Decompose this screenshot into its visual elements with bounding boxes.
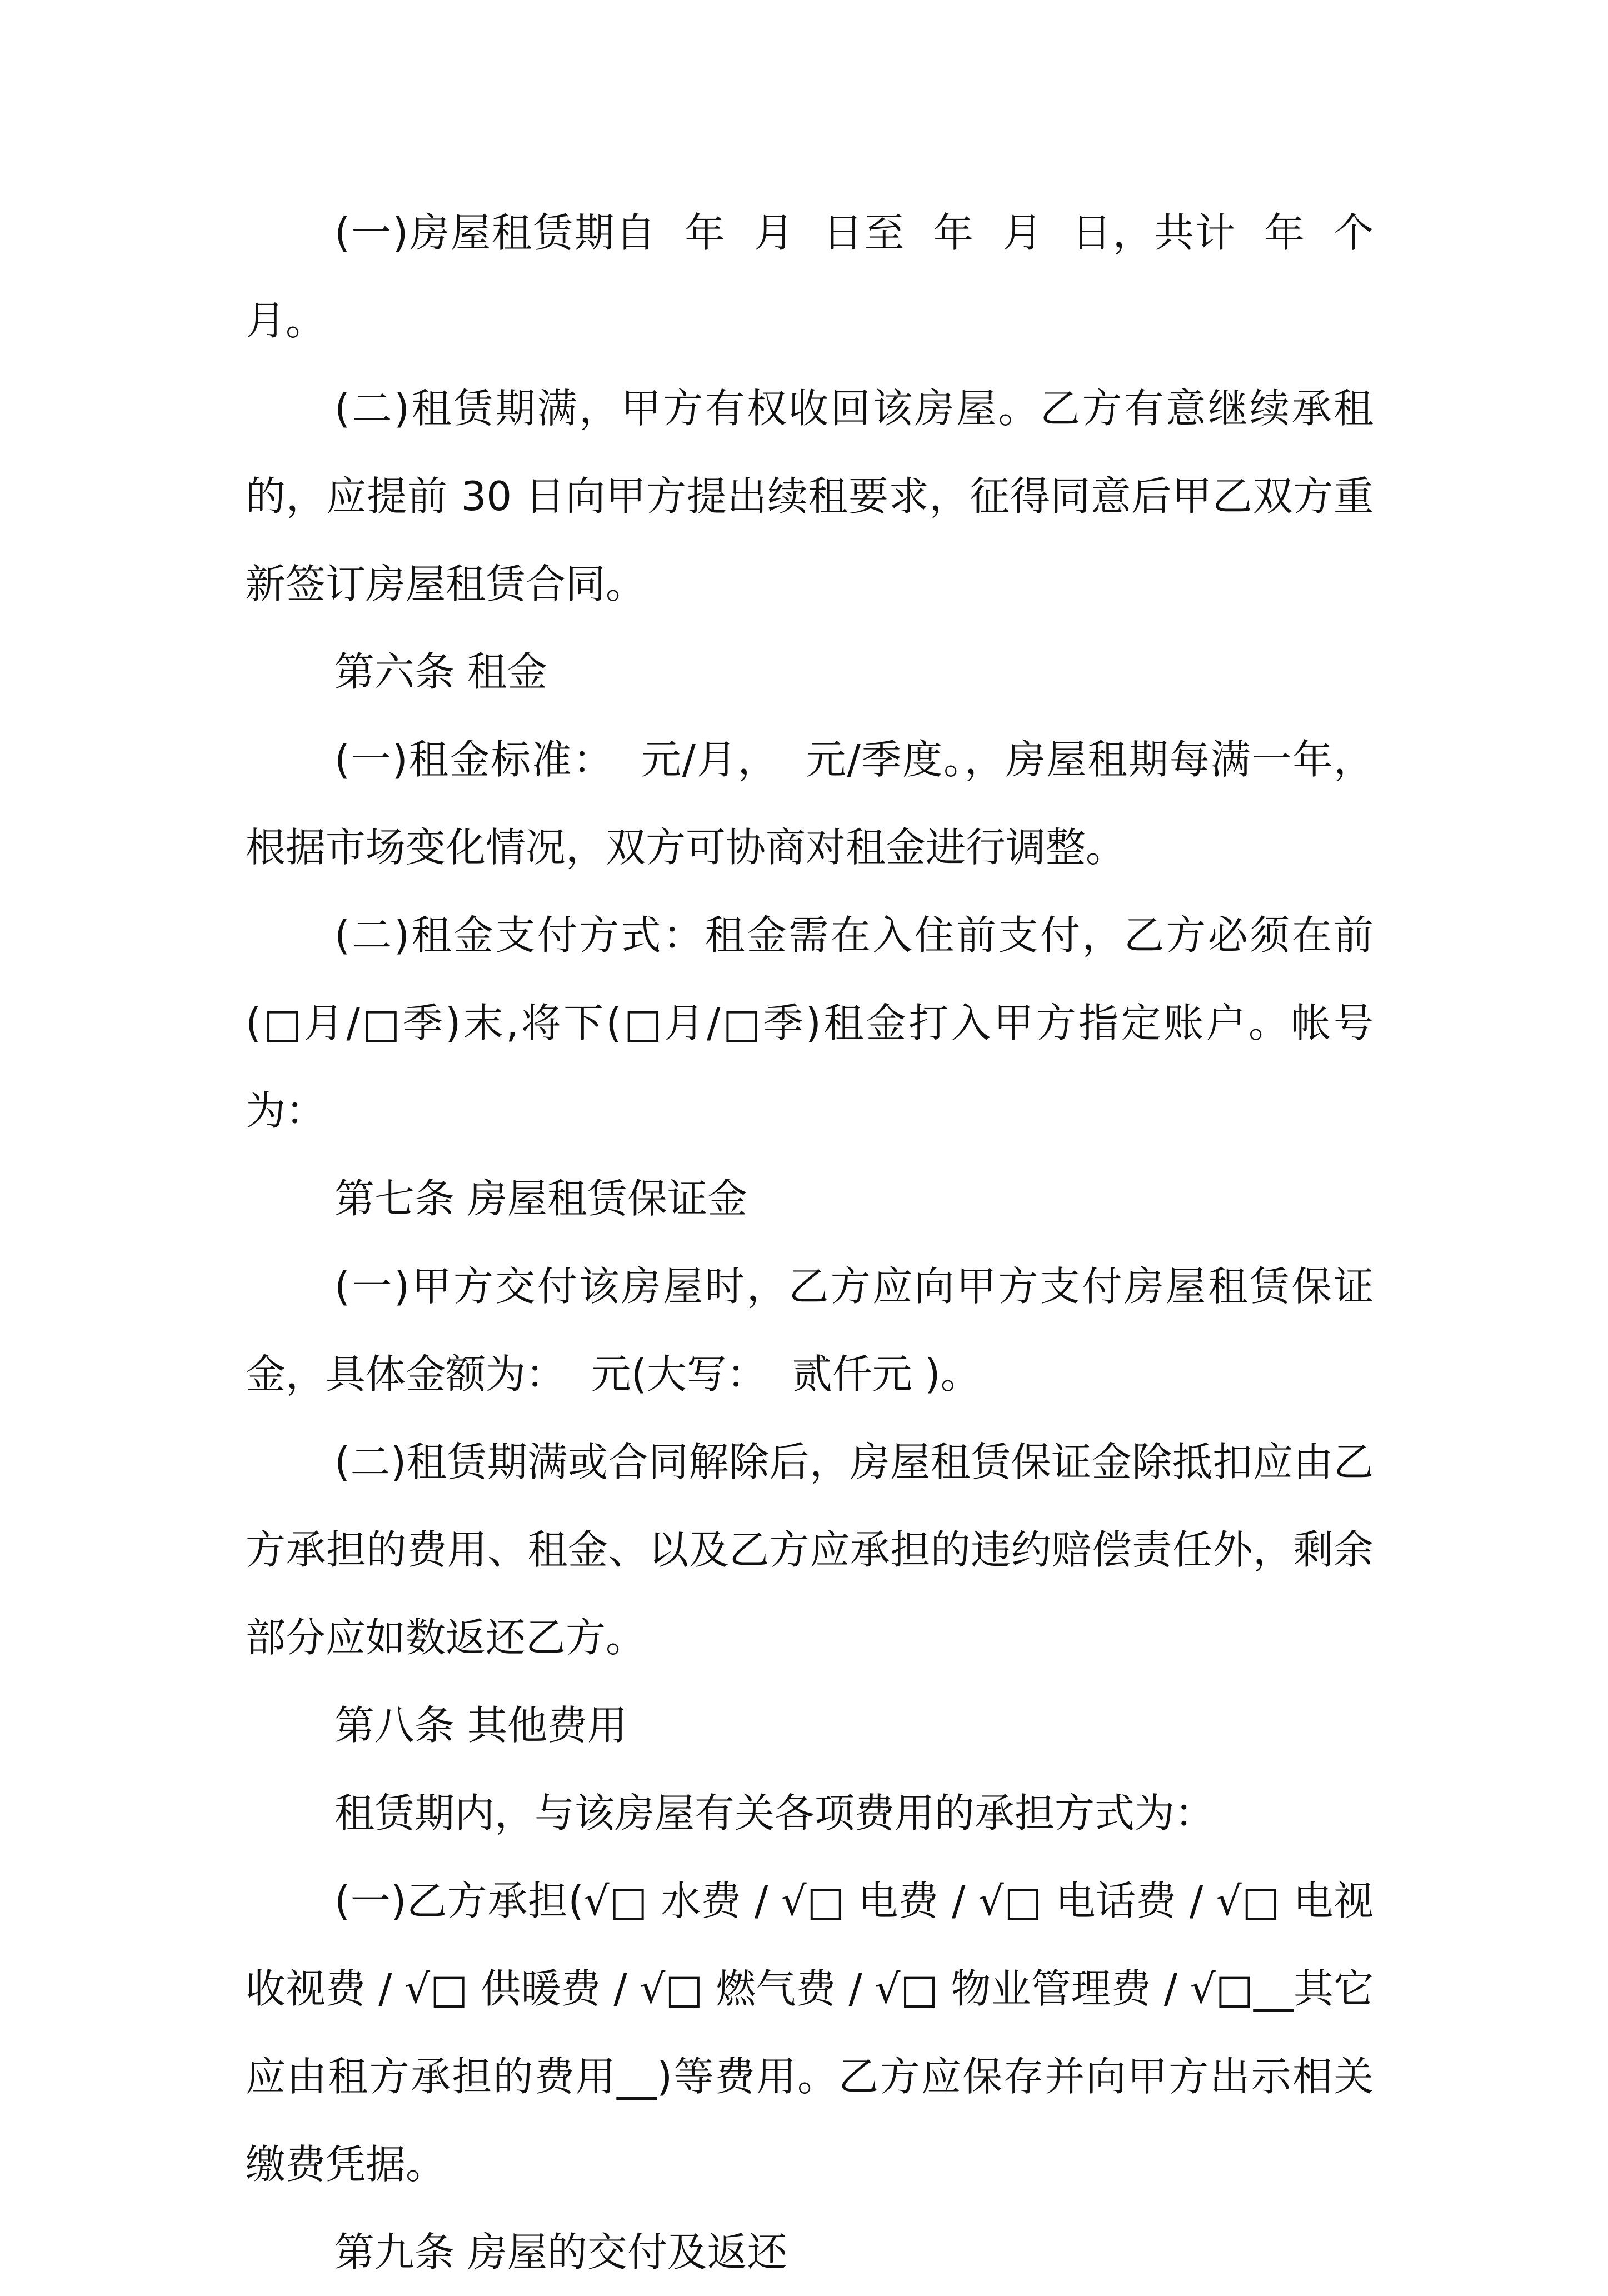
deposit-amount-clause: (一)甲方交付该房屋时，乙方应向甲方支付房屋租赁保证金，具体金额为： 元(大写： 贰仟元 )。 <box>246 1263 1374 1397</box>
article-8-heading: 第八条 其他费用 <box>334 1702 627 1749</box>
rent-payment-clause: (二)租金支付方式：租金需在入住前支付，乙方必须在前(□月/□季)末,将下(□月/□季)租金打入甲方指定账户。帐号为： <box>246 912 1374 1134</box>
deposit-return-clause: (二)租赁期满或合同解除后，房屋租赁保证金除抵扣应由乙方承担的费用、租金、以及乙方应承担的违约赔偿责任外，剩余部分应如数返还乙方。 <box>246 1439 1374 1661</box>
lease-term-clause: (一)房屋租赁期自 年 月 日至 年 月 日，共计 年 个月。 <box>246 209 1374 344</box>
article-6-heading: 第六条 租金 <box>334 648 547 695</box>
article-7-heading: 第七条 房屋租赁保证金 <box>334 1175 747 1222</box>
tenant-fees-clause: (一)乙方承担(√□ 水费 / √□ 电费 / √□ 电话费 / √□ 电视收视费 / √□ 供暖费 / √□ 燃气费 / √□ 物业管理费 / √□__其它应由租方承担的费用__)等费用。乙方应保存并向甲方出示相关缴费凭据。 <box>246 1878 1374 2188</box>
document-body <box>246 189 1374 2296</box>
renewal-clause: (二)租赁期满，甲方有权收回该房屋。乙方有意继续承租的，应提前 30 日向甲方提出续租要求，征得同意后甲乙双方重新签订房屋租赁合同。 <box>246 385 1374 607</box>
rent-standard-clause: (一)租金标准： 元/月， 元/季度。，房屋租期每满一年，根据市场变化情况，双方可协商对租金进行调整。 <box>246 736 1374 871</box>
fees-intro: 租赁期内，与该房屋有关各项费用的承担方式为： <box>334 1790 1215 1836</box>
article-9-heading: 第九条 房屋的交付及返还 <box>334 2229 787 2275</box>
